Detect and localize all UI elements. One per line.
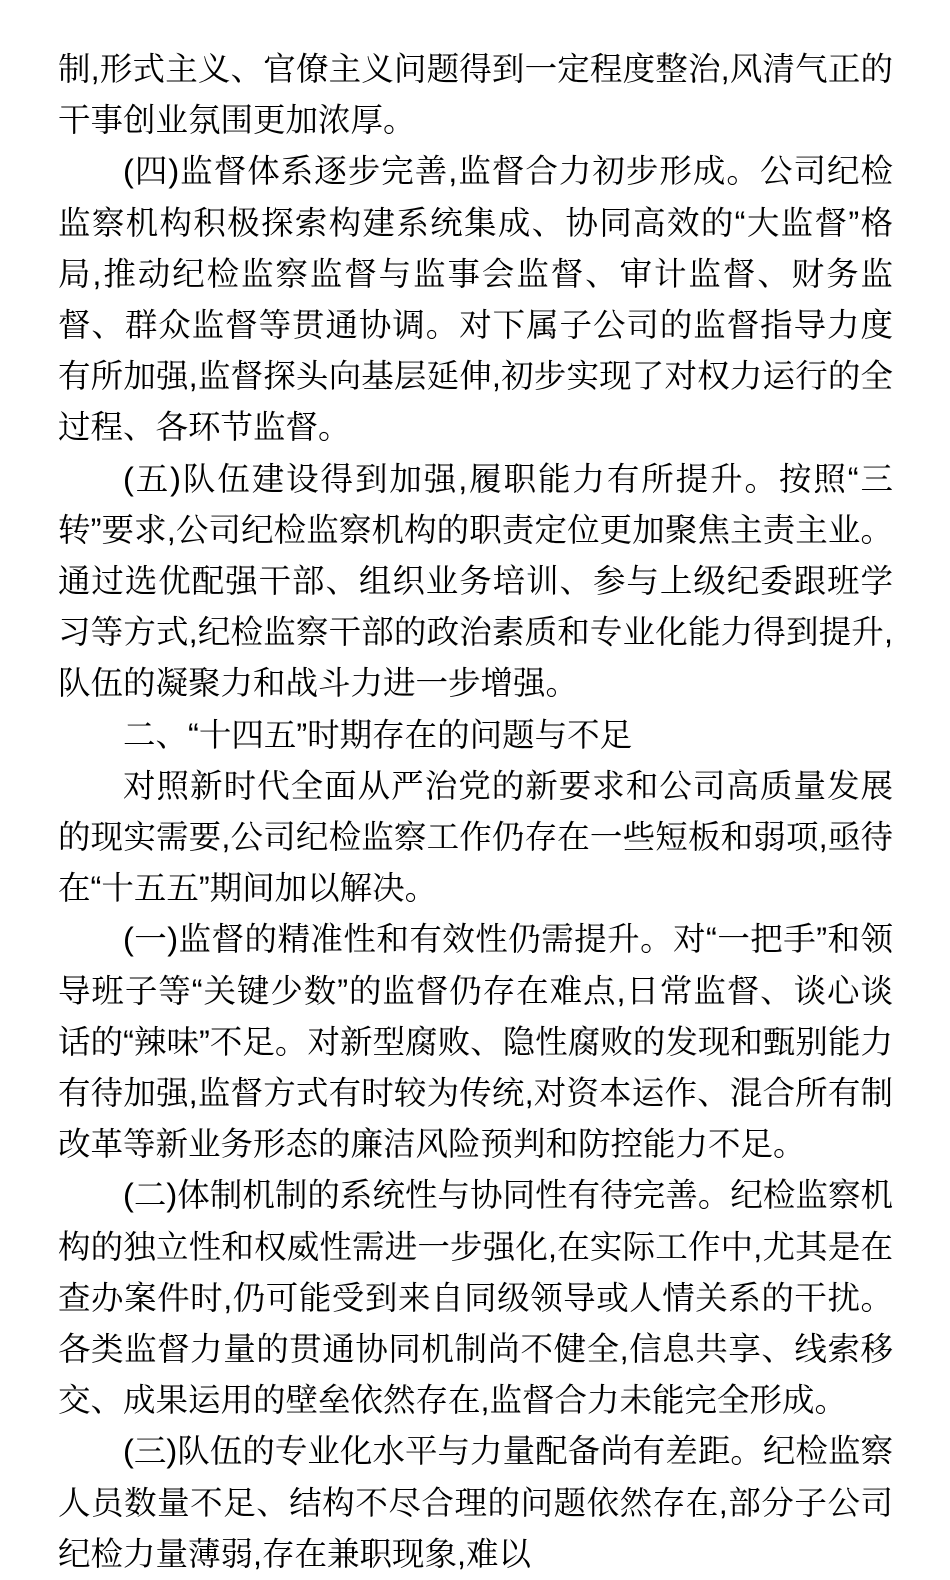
- paragraph-section-two-intro: 对照新时代全面从严治党的新要求和公司高质量发展的现实需要,公司纪检监察工作仍存在一些短板和弱项,亟待在“十五五”期间加以解决。: [58, 767, 893, 907]
- paragraph-problem-one: (一)监督的精准性和有效性仍需提升。对“一把手”和领导班子等“关键少数”的监督仍存在难点,日常监督、谈心谈话的“辣味”不足。对新型腐败、隐性腐败的发现和甄别能力有待加强,监督方式有时较为传统,对资本运作、混合所有制改革等新业务形态的廉洁风险预判和防控能力不足。: [58, 921, 893, 1163]
- paragraph-item-five: (五)队伍建设得到加强,履职能力有所提升。按照“三转”要求,公司纪检监察机构的职责定位更加聚焦主责主业。通过选优配强干部、组织业务培训、参与上级纪委跟班学习等方式,纪检监察干部的政治素质和专业化能力得到提升,队伍的凝聚力和战斗力进一步增强。: [58, 460, 893, 702]
- paragraph-problem-two: (二)体制机制的系统性与协同性有待完善。纪检监察机构的独立性和权威性需进一步强化,在实际工作中,尤其是在查办案件时,仍可能受到来自同级领导或人情关系的干扰。各类监督力量的贯通协同机制尚不健全,信息共享、线索移交、成果运用的壁垒依然存在,监督合力未能完全形成。: [58, 1177, 893, 1419]
- section-heading-two: 二、“十四五”时期存在的问题与不足: [123, 716, 633, 753]
- paragraph-continued-top: 制,形式主义、官僚主义问题得到一定程度整治,风清气正的干事创业氛围更加浓厚。: [58, 51, 893, 139]
- paragraph-problem-three: (三)队伍的专业化水平与力量配备尚有差距。纪检监察人员数量不足、结构不尽合理的问题依然存在,部分子公司纪检力量薄弱,存在兼职现象,难以: [58, 1433, 893, 1572]
- paragraph-item-four: (四)监督体系逐步完善,监督合力初步形成。公司纪检监察机构积极探索构建系统集成、协同高效的“大监督”格局,推动纪检监察监督与监事会监督、审计监督、财务监督、群众监督等贯通协调。对下属子公司的监督指导力度有所加强,监督探头向基层延伸,初步实现了对权力运行的全过程、各环节监督。: [58, 153, 893, 446]
- document-body: [58, 44, 893, 1580]
